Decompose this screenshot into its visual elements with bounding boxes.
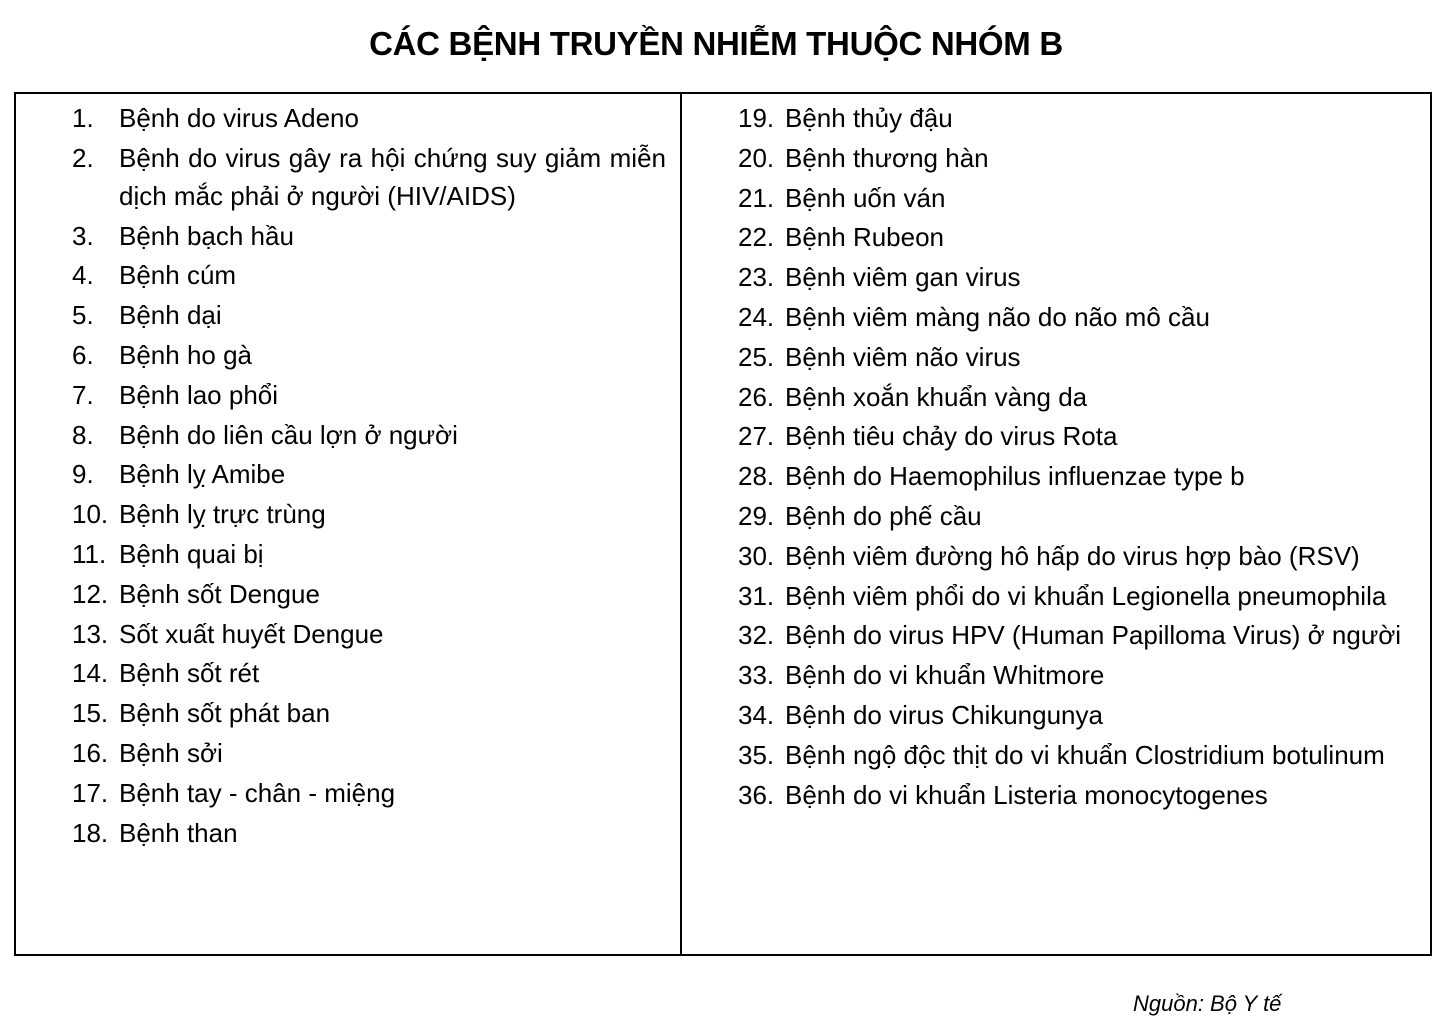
- list-item-number: 8.: [72, 419, 94, 450]
- list-item-number: 7.: [72, 379, 94, 410]
- list-item-number: 1.: [72, 103, 94, 133]
- list-item-text: Bệnh viêm phổi do vi khuẩn Legionella pneumophila: [785, 580, 1387, 611]
- list-item: [738, 258, 1418, 296]
- list-item: [72, 139, 666, 215]
- list-item-text: Bệnh sốt rét: [119, 658, 260, 689]
- list-item-number: 25.: [738, 341, 775, 372]
- list-item-number: 26.: [738, 381, 775, 412]
- list-item-number: 18.: [72, 817, 109, 848]
- list-item: [72, 336, 666, 374]
- list-item-number: 24.: [738, 301, 775, 332]
- list-item-number: 17.: [72, 777, 109, 808]
- list-item-text: Bệnh do virus Chikungunya: [785, 699, 1103, 730]
- list-item-text: Bệnh lao phổi: [119, 379, 279, 410]
- list-item-number: 32.: [738, 620, 775, 651]
- list-item-text: Bệnh dại: [119, 300, 222, 331]
- list-item: [738, 696, 1418, 734]
- list-item-text: Bệnh viêm màng não do não mô cầu: [785, 301, 1210, 332]
- list-item-text: Bệnh lỵ trực trùng: [119, 499, 326, 530]
- right-column: [682, 94, 1430, 954]
- list-item-text: Sốt xuất huyết Dengue: [119, 618, 384, 649]
- list-item: [72, 296, 666, 334]
- list-item: [738, 338, 1418, 376]
- list-item-number: 9.: [72, 459, 94, 490]
- list-item: [72, 416, 666, 454]
- list-item-text: Bệnh do liên cầu lợn ở người: [119, 419, 458, 450]
- list-item-text: Bệnh thương hàn: [785, 142, 989, 173]
- list-item-text: Bệnh Rubeon: [785, 222, 945, 253]
- list-item: [72, 575, 666, 613]
- list-item-number: 6.: [72, 339, 94, 370]
- list-item: [738, 577, 1418, 615]
- list-item: [72, 217, 666, 255]
- list-item: [72, 734, 666, 772]
- list-item: [738, 656, 1418, 694]
- list-item-text: Bệnh do vi khuẩn Listeria monocytogenes: [785, 779, 1268, 810]
- list-item-number: 14.: [72, 658, 109, 689]
- page-title: CÁC BỆNH TRUYỀN NHIỄM THUỘC NHÓM B: [369, 25, 1063, 62]
- list-item: [738, 298, 1418, 336]
- list-item-number: 21.: [738, 182, 775, 213]
- list-item-number: 19.: [738, 103, 775, 133]
- left-column: [16, 94, 682, 954]
- list-item: [72, 615, 666, 653]
- list-item-number: 11.: [72, 538, 107, 569]
- list-item: [72, 99, 666, 137]
- list-item-number: 2.: [72, 142, 94, 173]
- list-item-text: Bệnh ngộ độc thịt do vi khuẩn Clostridium botulinum: [785, 739, 1385, 770]
- right-disease-list: [738, 99, 1418, 814]
- list-item-number: 5.: [72, 300, 94, 331]
- list-item-text: Bệnh sốt phát ban: [119, 698, 331, 729]
- list-item-text: Bệnh tiêu chảy do virus Rota: [785, 421, 1118, 452]
- list-item: [738, 736, 1418, 774]
- left-disease-list: [72, 99, 666, 852]
- list-item: [72, 455, 666, 493]
- list-item-number: 3.: [72, 220, 94, 251]
- list-item: [72, 774, 666, 812]
- list-item-text: Bệnh uốn ván: [785, 182, 946, 213]
- list-item-text: Bệnh do vi khuẩn Whitmore: [785, 660, 1105, 691]
- list-item-number: 10.: [72, 499, 109, 530]
- list-item-number: 27.: [738, 421, 775, 452]
- list-item-text: Bệnh sốt Dengue: [119, 578, 320, 609]
- list-item-number: 16.: [72, 737, 109, 768]
- list-item-number: 34.: [738, 699, 775, 730]
- list-item-number: 15.: [72, 698, 109, 729]
- list-item: [72, 376, 666, 414]
- list-item-text: Bệnh lỵ Amibe: [119, 459, 286, 490]
- list-item-text: Bệnh do virus Adeno: [119, 103, 359, 133]
- list-item: [72, 495, 666, 533]
- list-item-text: Bệnh cúm: [119, 260, 237, 291]
- list-item-text: Bệnh viêm gan virus: [785, 262, 1021, 293]
- list-item-text: Bệnh xoắn khuẩn vàng da: [785, 381, 1088, 412]
- list-item-text: Bệnh bạch hầu: [119, 220, 294, 251]
- list-item-text: Bệnh thủy đậu: [785, 103, 953, 133]
- list-item: [72, 654, 666, 692]
- list-item: [738, 99, 1418, 137]
- list-item-text: Bệnh than: [119, 817, 238, 848]
- list-item-text: Bệnh sởi: [119, 737, 223, 768]
- list-item: [72, 694, 666, 732]
- list-item-number: 29.: [738, 500, 775, 531]
- list-item: [72, 535, 666, 573]
- source-note: Nguồn: Bộ Y tế: [1133, 991, 1282, 1016]
- list-item-text: Bệnh viêm não virus: [785, 341, 1021, 372]
- list-item: [72, 814, 666, 852]
- list-item-text: Bệnh tay - chân - miệng: [119, 777, 396, 808]
- list-item: [738, 616, 1418, 654]
- list-item: [738, 179, 1418, 217]
- disease-table: [14, 92, 1432, 956]
- list-item: [738, 537, 1418, 575]
- list-item-text: Bệnh viêm đường hô hấp do virus hợp bào (RSV): [785, 540, 1360, 571]
- list-item-number: 4.: [72, 260, 94, 291]
- list-item-text: Bệnh do virus HPV (Human Papilloma Virus) ở người: [785, 620, 1402, 651]
- list-item-number: 33.: [738, 660, 775, 691]
- list-item-number: 20.: [738, 142, 775, 173]
- list-item: [738, 218, 1418, 256]
- list-item-number: 30.: [738, 540, 775, 571]
- list-item-number: 36.: [738, 779, 775, 810]
- list-item-number: 28.: [738, 461, 775, 492]
- list-item: [738, 139, 1418, 177]
- list-item-text: Bệnh ho gà: [119, 339, 253, 370]
- list-item-text: Bệnh do phế cầu: [785, 500, 982, 531]
- list-item-number: 13.: [72, 618, 109, 649]
- list-item-number: 23.: [738, 262, 775, 293]
- list-item: [738, 378, 1418, 416]
- list-item-number: 35.: [738, 739, 775, 770]
- list-item: [738, 497, 1418, 535]
- list-item-number: 12.: [72, 578, 109, 609]
- list-item: [738, 776, 1418, 814]
- list-item-number: 31.: [738, 580, 775, 611]
- list-item-number: 22.: [738, 222, 775, 253]
- list-item-text: Bệnh do Haemophilus influenzae type b: [785, 461, 1245, 492]
- list-item: [738, 457, 1418, 495]
- list-item: [72, 256, 666, 294]
- list-item-text: Bệnh do virus gây ra hội chứng suy giảm miễn dịch mắc phải ở người (HIV/AIDS): [119, 142, 666, 211]
- list-item: [738, 417, 1418, 455]
- list-item-text: Bệnh quai bị: [119, 538, 264, 569]
